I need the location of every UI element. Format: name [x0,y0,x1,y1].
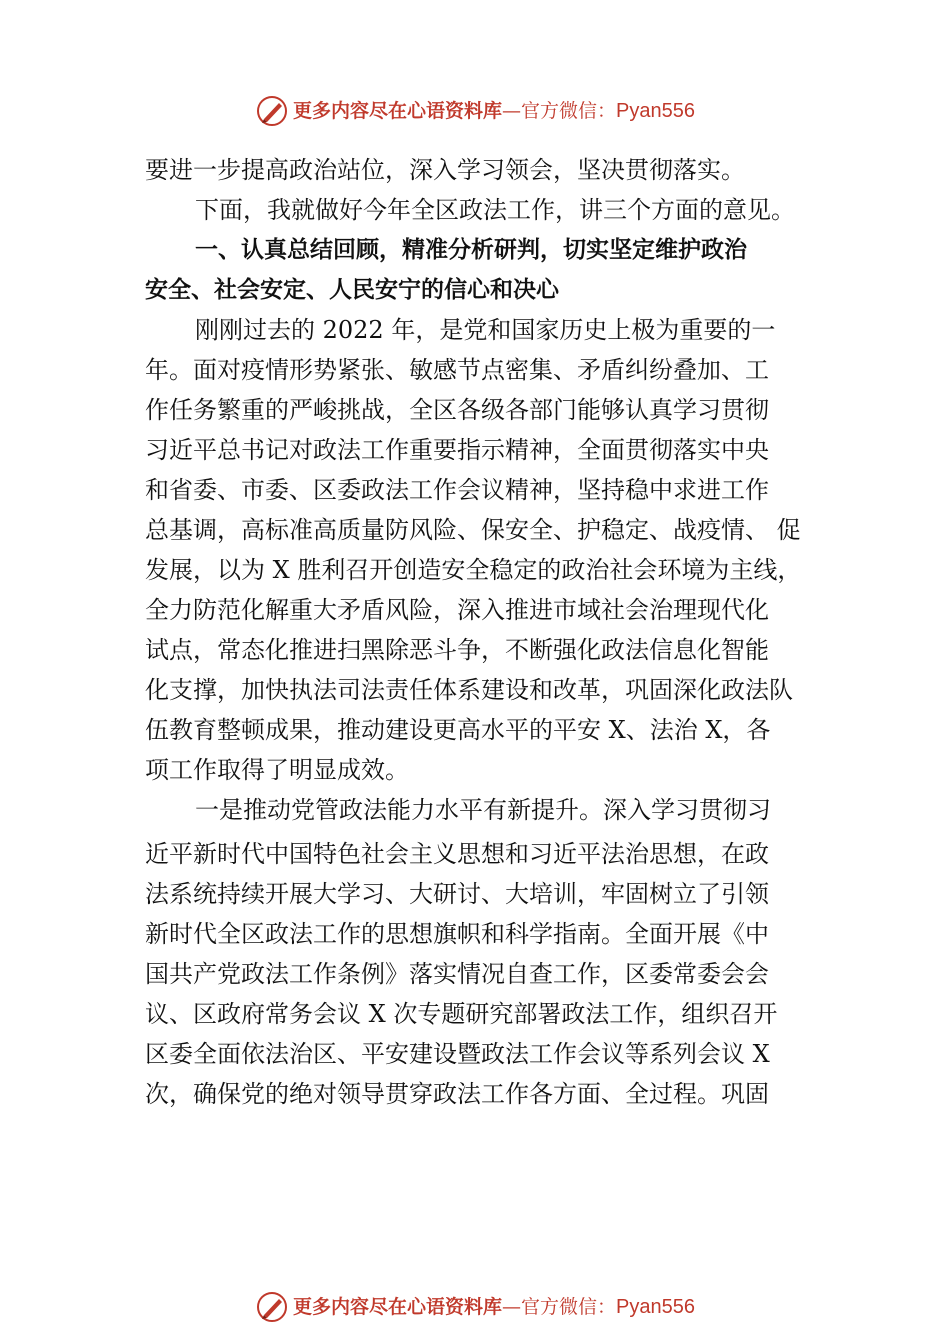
banner-wechat-label: 官方微信： [521,100,617,122]
text-line: 伍教育整顿成果，推动建设更高水平的平安 X、法治 X，各 [145,716,771,744]
section-heading: 安全、社会安定、人民安宁的信心和决心 [145,277,559,303]
text-line: 一是推动党管政法能力水平有新提升。深入学习贯彻习 [195,796,771,824]
banner-dash: — [502,1296,522,1318]
banner-lead: 更多内容尽在心语资料库 [293,1296,503,1318]
text-line: 国共产党政法工作条例》落实情况自查工作，区委常委会会 [145,960,769,988]
text-line: 化支撑，加快执法司法责任体系建设和改革，巩固深化政法队 [145,676,793,704]
text-line: 要进一步提高政治站位，深入学习领会，坚决贯彻落实。 [145,156,745,184]
text-line: 试点，常态化推进扫黑除恶斗争，不断强化政法信息化智能 [145,636,769,664]
banner-text [293,94,695,128]
pen-logo-icon [255,94,289,128]
text-line: 新时代全区政法工作的思想旗帜和科学指南。全面开展《中 [145,920,769,948]
text-line: 下面，我就做好今年全区政法工作，讲三个方面的意见。 [195,196,795,224]
text-line: 总基调，高标准高质量防风险、保安全、护稳定、战疫情、 促 [145,516,801,544]
text-line: 次，确保党的绝对领导贯穿政法工作各方面、全过程。巩固 [145,1080,769,1108]
section-heading: 一、认真总结回顾，精准分析研判，切实坚定维护政治 [195,237,747,263]
pen-logo-icon [255,1290,289,1324]
footer-banner [0,1290,950,1324]
text-line: 和省委、市委、区委政法工作会议精神，坚持稳中求进工作 [145,476,769,504]
document-body [145,150,825,1114]
text-line: 年。面对疫情形势紧张、敏感节点密集、矛盾纠纷叠加、工 [145,356,769,384]
text-line: 习近平总书记对政法工作重要指示精神，全面贯彻落实中央 [145,436,769,464]
text-line: 全力防范化解重大矛盾风险，深入推进市域社会治理现代化 [145,596,769,624]
text-line: 作任务繁重的严峻挑战，全区各级各部门能够认真学习贯彻 [145,396,769,424]
banner-wechat-id: Pyan556 [616,1296,695,1318]
text-line: 近平新时代中国特色社会主义思想和习近平法治思想，在政 [145,840,769,868]
text-line: 区委全面依法治区、平安建设暨政法工作会议等系列会议 X [145,1040,770,1068]
text-line: 议、区政府常务会议 X 次专题研究部署政法工作，组织召开 [145,1000,778,1028]
text-line: 刚刚过去的 2022 年，是党和国家历史上极为重要的一 [195,316,776,344]
text-line: 法系统持续开展大学习、大研讨、大培训，牢固树立了引领 [145,880,769,908]
header-banner [0,94,950,128]
text-line: 发展，以为 X 胜利召开创造安全稳定的政治社会环境为主线， [145,556,802,584]
banner-wechat-label: 官方微信： [521,1296,617,1318]
banner-lead: 更多内容尽在心语资料库 [293,100,503,122]
banner-dash: — [502,100,522,122]
banner-wechat-id: Pyan556 [616,100,695,122]
banner-text [293,1290,695,1324]
text-line: 项工作取得了明显成效。 [145,756,409,784]
